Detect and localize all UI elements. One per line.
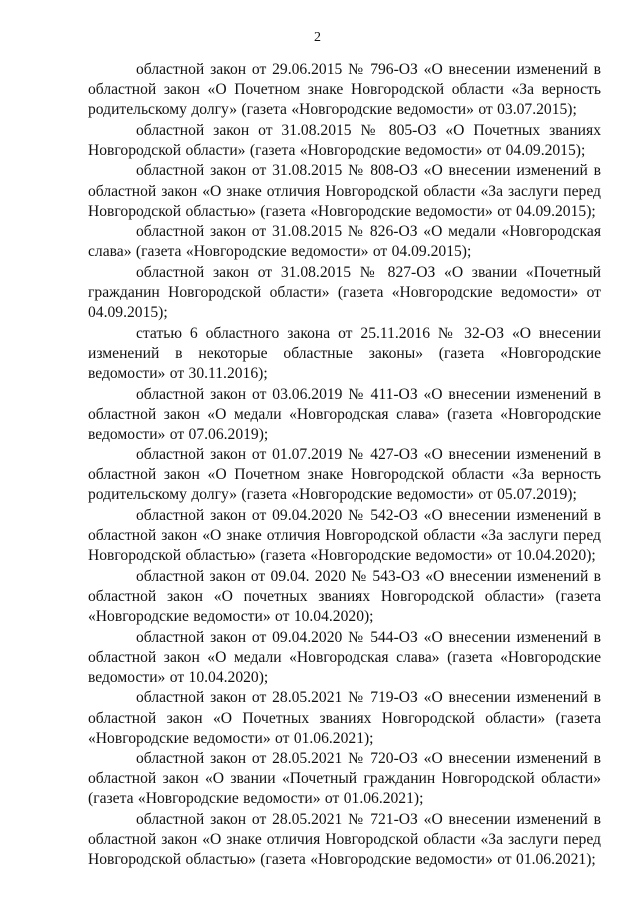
law-item: областной закон от 31.08.2015 № 808-ОЗ «О внесении изменений в областной закон «О знаке отличия Новгородской области «За заслуги перед Новгородской областью» (газета «Новгородские ведомости» от 04.09.2015); xyxy=(88,162,601,220)
law-item: областной закон от 31.08.2015 № 826-ОЗ «О медали «Новгородская слава» (газета «Новгородские ведомости» от 04.09.2015); xyxy=(88,223,601,261)
law-item: областной закон от 09.04.2020 № 544-ОЗ «О внесении изменений в областной закон «О медали «Новгородская слава» (газета «Новгородские ведомости» от 10.04.2020); xyxy=(88,628,601,686)
document-body xyxy=(88,60,601,871)
law-item: областной закон от 09.04.2020 № 542-ОЗ «О внесении изменений в областной закон «О знаке отличия Новгородской области «За заслуги перед Новгородской областью» (газета «Новгородские ведомости» от 10.04.2020); xyxy=(88,507,601,565)
law-item: областной закон от 28.05.2021 № 720-ОЗ «О внесении изменений в областной закон «О звании «Почетный гражданин Новгородской области» (газета «Новгородские ведомости» от 01.06.2021); xyxy=(88,750,601,808)
law-item: статью 6 областного закона от 25.11.2016 № 32-ОЗ «О внесении изменений в некоторые областные законы» (газета «Новгородские ведомости» от 30.11.2016); xyxy=(88,324,601,382)
law-item: областной закон от 31.08.2015 № 805-ОЗ «О Почетных званиях Новгородской области» (газета «Новгородские ведомости» от 04.09.2015); xyxy=(88,121,601,159)
page-number: 2 xyxy=(314,30,321,45)
law-item: областной закон от 29.06.2015 № 796-ОЗ «О внесении изменений в областной закон «О Почетном знаке Новгородской области «За верность родительскому долгу» (газета «Новгородские ведомости» от 03.07.2015); xyxy=(88,61,601,119)
law-item: областной закон от 31.08.2015 № 827-ОЗ «О звании «Почетный гражданин Новгородской области» (газета «Новгородские ведомости» от 04.09.2015); xyxy=(88,263,601,322)
law-item: областной закон от 28.05.2021 № 719-ОЗ «О внесении изменений в областной закон «О Почетных званиях Новгородской области» (газета «Новгородские ведомости» от 01.06.2021); xyxy=(88,689,601,747)
law-item: областной закон от 01.07.2019 № 427-ОЗ «О внесении изменений в областной закон «О Почетном знаке Новгородской области «За верность родительскому долгу» (газета «Новгородские ведомости» от 05.07.2019); xyxy=(88,446,601,504)
law-item: областной закон от 03.06.2019 № 411-ОЗ «О внесении изменений в областной закон «О медали «Новгородская слава» (газета «Новгородские ведомости» от 07.06.2019); xyxy=(88,385,601,443)
law-item: областной закон от 28.05.2021 № 721-ОЗ «О внесении изменений в областной закон «О знаке отличия Новгородской области «За заслуги перед Новгородской областью» (газета «Новгородские ведомости» от 01.06.2021); xyxy=(88,810,601,869)
law-item: областной закон от 09.04. 2020 № 543-ОЗ «О внесении изменений в областной закон «О почетных званиях Новгородской области» (газета «Новгородские ведомости» от 10.04.2020); xyxy=(88,567,601,626)
